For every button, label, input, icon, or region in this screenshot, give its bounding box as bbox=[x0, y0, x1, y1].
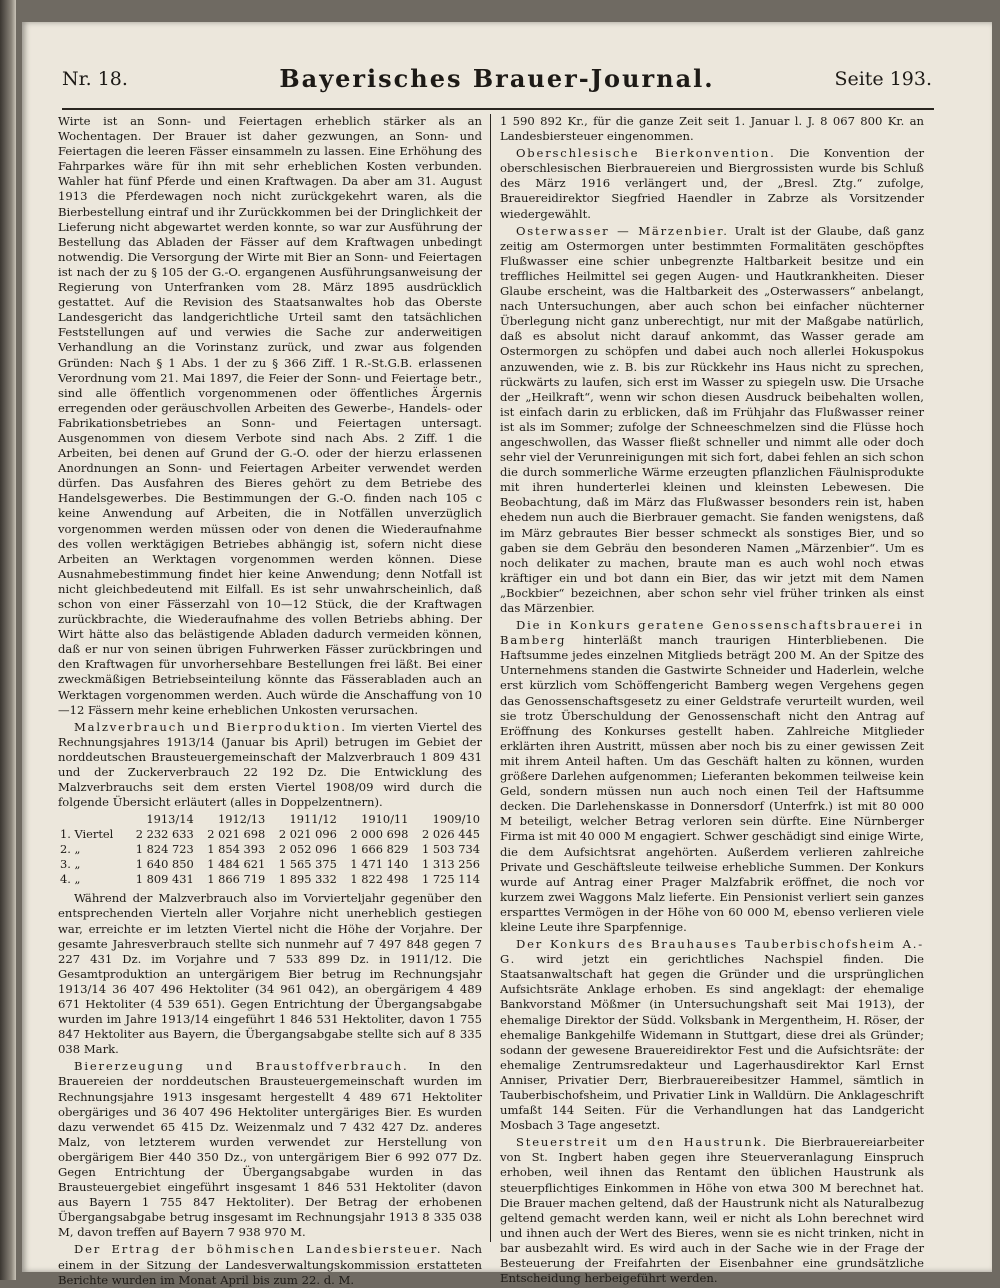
journal-title: Bayerisches Brauer-Journal. bbox=[279, 64, 715, 93]
table-cell: 2 052 096 bbox=[278, 842, 337, 857]
table-cell: 1 640 850 bbox=[135, 857, 194, 872]
text-malzverbrauch: Im vierten Viertel des Rechnungsjahres 1913/14 (Januar bis April) betrugen im Gebiet der norddeutschen Brausteuergemeinschaft der Malzverbrauch 1 809 431 und der Zuckerverbrauch 22 192 Dz. Die Entwicklung des Malzverbrauchs seit dem ersten Viertel 1908/09 wird durch die folgende Übersicht erläutert (alles in Doppelzentnern). bbox=[58, 719, 483, 810]
paragraph-sunday-delivery: Wirte ist an Sonn- und Feiertagen erheblich stärker als an Wochentagen. Der Brauer ist daher gezwungen, an Sonn- und Feiertagen die leeren Fässer einsammeln zu lassen. Eine Erhöhung des Fahrparkes wäre für ihn mit sehr erheblichen Kosten verbunden. Wahler hat fünf Pferde und einen Kraftwagen. Da aber am 31. August 1913 die Pferdewagen noch nicht zurückgekehrt waren, als die Bierbestellung eintraf und ihr Zurückkommen bei der Dringlichkeit der Lieferung nicht abgewartet werden konnte, so war zur Ausführung der Bestellung das Abladen der Fässer auf dem Kraftwagen unbedingt notwendig. Die Versorgung der Wirte mit Bier an Sonn- und Feiertagen ist nach der zu § 105 der G.-O. ergangenen Ausführungsanweisung der Regierung von Unterfranken vom 28. März 1895 ausdrücklich gestattet. Auf die Revision des Staatsanwaltes hob das Oberste Landesgericht das landgerichtliche Urteil samt den tatsächlichen Feststellungen auf und verwies die Sache zur anderweitigen Verhandlung an die Vorinstanz zurück, und zwar aus folgenden Gründen: Nach § 1 Abs. 1 der zu § 366 Ziff. 1 R.-St.G.B. erlassenen Verordnung vom 21. Mai 1897, die Feier der Sonn- und Feiertage betr., sind alle öffentlich vorgenommenen oder öffentliches Ärgernis erregenden oder geräuschvollen Arbeiten des Gewerbe-, Handels- oder Fabrikationsbetriebes an Sonn- und Feiertagen untersagt. Ausgenommen von diesem Verbote sind nach Abs. 2 Ziff. 1 die Arbeiten, bei denen auf Grund der G.-O. oder der hierzu erlassenen Anordnungen an Sonn- und Feiertagen Arbeiter verwendet werden dürfen. Das Ausfahren des Bieres gehört zu dem Betriebe des Handelsgewerbes. Die Bestimmungen der G.-O. finden nach 105 c keine Anwendung auf Arbeiten, die in Notfällen unverzüglich vorgenommen werden müssen oder von denen die Wiederaufnahme des vollen werktägigen Betriebes abhängig ist, sofern nicht diese Arbeiten an Werktagen vorgenommen werden können. Diese Ausnahmebestimmung findet hier keine Anwendung; denn Notfall ist nicht gleichbedeutend mit Eilfall. Es ist sehr unwahrscheinlich, daß schon von einer Fässerzahl von 10—12 Stück, die der Kraftwagen zurückbrachte, die Wiederaufnahme des vollen Betriebs abhing. Der Wirt hätte also das belästigende Abladen dadurch vermeiden können, daß er nur von seinen übrigen Fuhrwerken Fässer zurückbringen und den Kraftwagen für unvorhersehbare Bestellungen frei läßt. Bei einer zweckmäßigen Betriebseinteilung könnte das Fässerabladen auch an Werktagen vorgenommen werden. Auch würde die Anschaffung von 10—12 Fässern mehr keine erheblichen Unkosten verursachen. bbox=[58, 114, 482, 717]
table-cell: 1 484 621 bbox=[207, 857, 266, 872]
issue-number: Nr. 18. bbox=[62, 68, 128, 90]
heading-malzverbrauch: Malzverbrauch und Bierproduktion. bbox=[74, 719, 347, 734]
table-row bbox=[58, 827, 482, 842]
table-cell: 3. „ bbox=[60, 857, 81, 872]
table-cell: 2 021 096 bbox=[278, 827, 337, 842]
article-bierkonvention bbox=[500, 146, 924, 221]
header-rule bbox=[62, 108, 934, 110]
malt-consumption-table bbox=[58, 812, 482, 887]
text-tauberbischofsheim: wird jetzt ein gerichtliches Nachspiel finden. Die Staatsanwaltschaft hat gegen die Gründer und die ursprünglichen Aufsichtsräte Anklage erhoben. Es sind angeklagt: der ehemalige Bankvorstand Mößmer (in Untersuchungshaft seit Mai 1913), der ehemalige Direktor der Südd. Volksbank in Mergentheim, H. Röser, der ehemalige Bankgehilfe Widemann in Stuttgart, diese drei als Gründer; sodann der gewesene Brauereidirektor Fest und die Aufsichtsräte: der ehemalige Zentrumsredakteur und Lagerhausdirektor Karl Ernst Anniser, Privatier Derr, Bierbrauereibesitzer Hammel, sämtlich in Tauberbischofsheim, und Privatier Link in Walldürn. Die Anklageschrift umfaßt 144 Seiten. Für die Verhandlungen hat das Landgericht Mosbach 3 Tage angesetzt. bbox=[500, 952, 924, 1133]
article-osterwasser bbox=[500, 224, 924, 616]
table-cell: 1 725 114 bbox=[422, 872, 480, 887]
table-cell: 4. „ bbox=[60, 872, 81, 887]
table-header-row bbox=[58, 812, 482, 827]
heading-landesbiersteuer: Der Ertrag der böhmischen Landesbiersteuer. bbox=[74, 1242, 443, 1257]
table-header-cell: 1913/14 bbox=[146, 812, 194, 827]
book-binding-shadow bbox=[0, 0, 16, 1280]
heading-konkurs-bamberg: Die in Konkurs geratene Genossenschaftsbrauerei in Bamberg bbox=[500, 618, 924, 648]
heading-bierkonvention: Oberschlesische Bierkonvention. bbox=[516, 146, 776, 161]
table-header-cell: 1909/10 bbox=[432, 812, 480, 827]
heading-haustrunk: Steuerstreit um den Haustrunk. bbox=[516, 1135, 768, 1150]
article-malzverbrauch bbox=[58, 720, 482, 811]
table-cell: 1 503 734 bbox=[422, 842, 480, 857]
table-cell: 1 471 140 bbox=[350, 857, 409, 872]
table-header-cell bbox=[58, 812, 124, 827]
article-tauberbischofsheim bbox=[500, 937, 924, 1133]
article-landesbiersteuer bbox=[58, 1242, 482, 1287]
journal-page bbox=[22, 22, 992, 1287]
text-landesbiersteuer: Nach einem in der Sitzung der Landesverwaltungskommission erstatteten Berichte wurden im Monat April bis zum 22. d. M. bbox=[58, 1242, 483, 1287]
table-cell: 2. „ bbox=[60, 842, 81, 857]
page-number: Seite 193. bbox=[834, 68, 932, 90]
table-cell: 1 895 332 bbox=[278, 872, 337, 887]
heading-biererzeugung: Biererzeugung und Braustoffverbrauch. bbox=[74, 1059, 409, 1074]
table-cell: 1 666 829 bbox=[350, 842, 409, 857]
heading-tauberbischofsheim: Der Konkurs des Brauhauses Tauberbischofsheim A.-G. bbox=[500, 937, 924, 967]
column-divider bbox=[490, 114, 491, 1242]
text-osterwasser: Uralt ist der Glaube, daß ganz zeitig am Ostermorgen unter bestimmten Formalitäten geschöpftes Flußwasser eine schier unbegrenzte Haltbarkeit besitze und ein treffliches Heilmittel sei gegen Augen- und Hautkrankheiten. Dieser Glaube erscheint, was die Haltbarkeit des „Osterwassers“ anbelangt, nach Untersuchungen, aber auch schon bei einfacher nüchterner Überlegung nicht ganz unberechtigt, nur mit der Maßgabe natürlich, daß es absolut nicht darauf ankommt, das Wasser gerade am Ostermorgen zu schöpfen und dabei auch noch allerlei Hokuspokus anzuwenden, wie z. B. bis zur Rückkehr ins Haus nicht zu sprechen, rückwärts zu laufen, sich erst im Wasser zu spiegeln usw. Die Ursache der „Heilkraft“, wenn wir schon diesen Ausdruck beibehalten wollen, ist einfach darin zu erblicken, daß im Frühjahr das Flußwasser reiner ist als im Sommer; zufolge der Schneeschmelzen sind die Flüsse hoch angeschwollen, das Wasser fließt schneller und nimmt alle oder doch sehr viel der Verunreinigungen mit sich fort, dabei fehlen an sich schon die durch sommerliche Wärme erzeugten pflanzlichen Fäulnisprodukte mit ihren hunderterlei kleinen und kleinsten Lebewesen. Die Beobachtung, daß im März das Flußwasser besonders rein ist, haben ehedem nun auch die Bierbrauer gemacht. Sie fanden wenigstens, daß im März gebrautes Bier besser schmeckt als sonstiges Bier, und so gaben sie dem Gebräu den besonderen Namen „Märzenbier“. Um es noch delikater zu machen, braute man es auch wohl noch etwas kräftiger ein und bot dann ein Bier, das wir jetzt mit dem Namen „Bockbier“ bezeichnen, aber schon sehr viel früher trinken als einst das Märzenbier. bbox=[500, 223, 925, 615]
text-biererzeugung: In den Brauereien der norddeutschen Brausteuergemeinschaft wurden im Rechnungsjahre 1913 insgesamt hergestellt 4 489 671 Hektoliter obergäriges und 36 407 496 Hektoliter untergäriges Bier. Es wurden dazu verwendet 65 415 Dz. Weizenmalz und 7 432 427 Dz. anderes Malz, von letzterem wurden verwendet zur Herstellung von obergärigem Bier 440 350 Dz., von untergärigem Bier 6 992 077 Dz. Gegen Entrichtung der Übergangsabgabe wurden in das Brausteuergebiet eingeführt insgesamt 1 846 531 Hektoliter (davon aus Bayern 1 755 847 Hektoliter). Der Betrag der erhobenen Übergangsabgabe betrug insgesamt im Rechnungsjahr 1913 8 335 038 M, davon treffen auf Bayern 7 938 970 M. bbox=[58, 1059, 482, 1240]
table-cell: 1. Viertel bbox=[60, 827, 114, 842]
table-cell: 1 809 431 bbox=[135, 872, 194, 887]
right-column bbox=[500, 114, 925, 1286]
paragraph-continuation: 1 590 892 Kr., für die ganze Zeit seit 1. Januar l. J. 8 067 800 Kr. an Landesbiersteuer eingenommen. bbox=[500, 114, 924, 144]
table-cell: 1 822 498 bbox=[350, 872, 409, 887]
table-cell: 2 232 633 bbox=[135, 827, 194, 842]
article-biererzeugung bbox=[58, 1059, 482, 1240]
text-haustrunk: Die Bierbrauereiarbeiter von St. Ingbert haben gegen ihre Steuerveranlagung Einspruch erhoben, weil ihnen das Rentamt den üblichen Haustrunk als steuerpflichtiges Einkommen in Höhe von etwa 300 M berechnet hat. Die Brauer machen geltend, daß der Haustrunk nicht als Naturalbezug geltend gemacht werden kann, weil er nicht als Lohn berechnet wird und ihnen auch der Wert des Bieres, wenn sie es nicht trinken, nicht in bar ausbezahlt wird. Es wird auch in der Sache wie in der Frage der Besteuerung der Freifahrten der Eisenbahner eine grundsätzliche Entscheidung herbeigeführt werden. bbox=[500, 1135, 925, 1286]
left-column bbox=[58, 114, 483, 1287]
table-header-cell: 1912/13 bbox=[217, 812, 266, 827]
table-cell: 2 000 698 bbox=[350, 827, 409, 842]
text-bierkonvention: Die Konvention der oberschlesischen Bierbrauereien und Biergrossisten wurde bis Schluß des März 1916 verlängert und, der „Bresl. Ztg.“ zufolge, Brauereidirektor Siegfried Haendler in Zabrze als Vorsitzender wiedergewählt. bbox=[500, 146, 924, 221]
table-row bbox=[58, 857, 482, 872]
table-header-cell: 1911/12 bbox=[289, 812, 337, 827]
table-cell: 1 824 723 bbox=[135, 842, 194, 857]
article-haustrunk bbox=[500, 1135, 924, 1286]
table-cell: 2 026 445 bbox=[422, 827, 480, 842]
heading-osterwasser: Osterwasser — Märzenbier. bbox=[516, 223, 729, 238]
table-header-cell: 1910/11 bbox=[361, 812, 409, 827]
table-cell: 1 854 393 bbox=[207, 842, 266, 857]
table-row bbox=[58, 872, 482, 887]
table-cell: 1 565 375 bbox=[278, 857, 337, 872]
table-cell: 1 866 719 bbox=[207, 872, 266, 887]
text-konkurs-bamberg: hinterläßt manch traurigen Hinterbliebenen. Die Haftsumme jedes einzelnen Mitglieds beträgt 200 M. An der Spitze des Unternehmens standen die Gastwirte Schneider und Haderlein, welche erst kürzlich vom Schöffengericht Bamberg wegen Vergehens gegen das Genossenschaftsgesetz zu einer Geldstrafe verurteilt wurden, weil sie trotz Überschuldung der Genossenschaft nicht den Antrag auf Eröffnung des Konkurses gestellt haben. Zahlreiche Mitglieder erklärten ihren Austritt, müssen aber noch bis zu einer gewissen Zeit mit ihrem Anteil haften. Um das Geschäft halten zu können, wurden größere Darlehen aufgenommen; Lieferanten bekommen teilweise kein Geld, sondern müssen nun auch noch einen Teil der Haftsumme decken. Die Darlehenskasse in Donnersdorf (Unterfrk.) ist mit 80 000 M beteiligt, welcher Betrag verloren sein dürfte. Eine Nürnberger Firma ist mit 40 000 M engagiert. Schwer geschädigt sind einige Wirte, die dem Aufsichtsrat angehörten. Außerdem verlieren zahlreiche Private und Geschäftsleute teilweise erhebliche Summen. Der Konkurs wurde auf Antrag einer Prager Malzfabrik eröffnet, die noch vor kurzem zwei Waggons Malz lieferte. Ein Pensionist verliert sein ganzes ersparttes Vermögen in der Höhe von 60 000 M, ebenso verlieren viele kleine Leute ihre Sparpfennige. bbox=[500, 633, 925, 934]
paragraph-after-table: Während der Malzverbrauch also im Vorvierteljahr gegenüber den entsprechenden Vierteln aller Vorjahre nicht unerheblich gestiegen war, erreichte er im letzten Viertel nicht die Höhe der Vorjahre. Der gesamte Jahresverbrauch stellte sich nunmehr auf 7 497 848 gegen 7 227 431 Dz. im Vorjahre und 7 533 899 Dz. in 1911/12. Die Gesamtproduktion an untergärigem Bier betrug im Rechnungsjahr 1913/14 36 407 496 Hektoliter (34 961 042), an obergärigem 4 489 671 Hektoliter (4 539 651). Gegen Entrichtung der Übergangsabgabe wurden im Jahre 1913/14 eingeführt 1 846 531 Hektoliter, davon 1 755 847 Hektoliter aus Bayern, die Übergangsabgabe stellte sich auf 8 335 038 Mark. bbox=[58, 891, 482, 1057]
article-konkurs-bamberg bbox=[500, 618, 924, 935]
table-cell: 2 021 698 bbox=[207, 827, 266, 842]
table-row bbox=[58, 842, 482, 857]
table-cell: 1 313 256 bbox=[422, 857, 480, 872]
page-header bbox=[62, 58, 932, 98]
